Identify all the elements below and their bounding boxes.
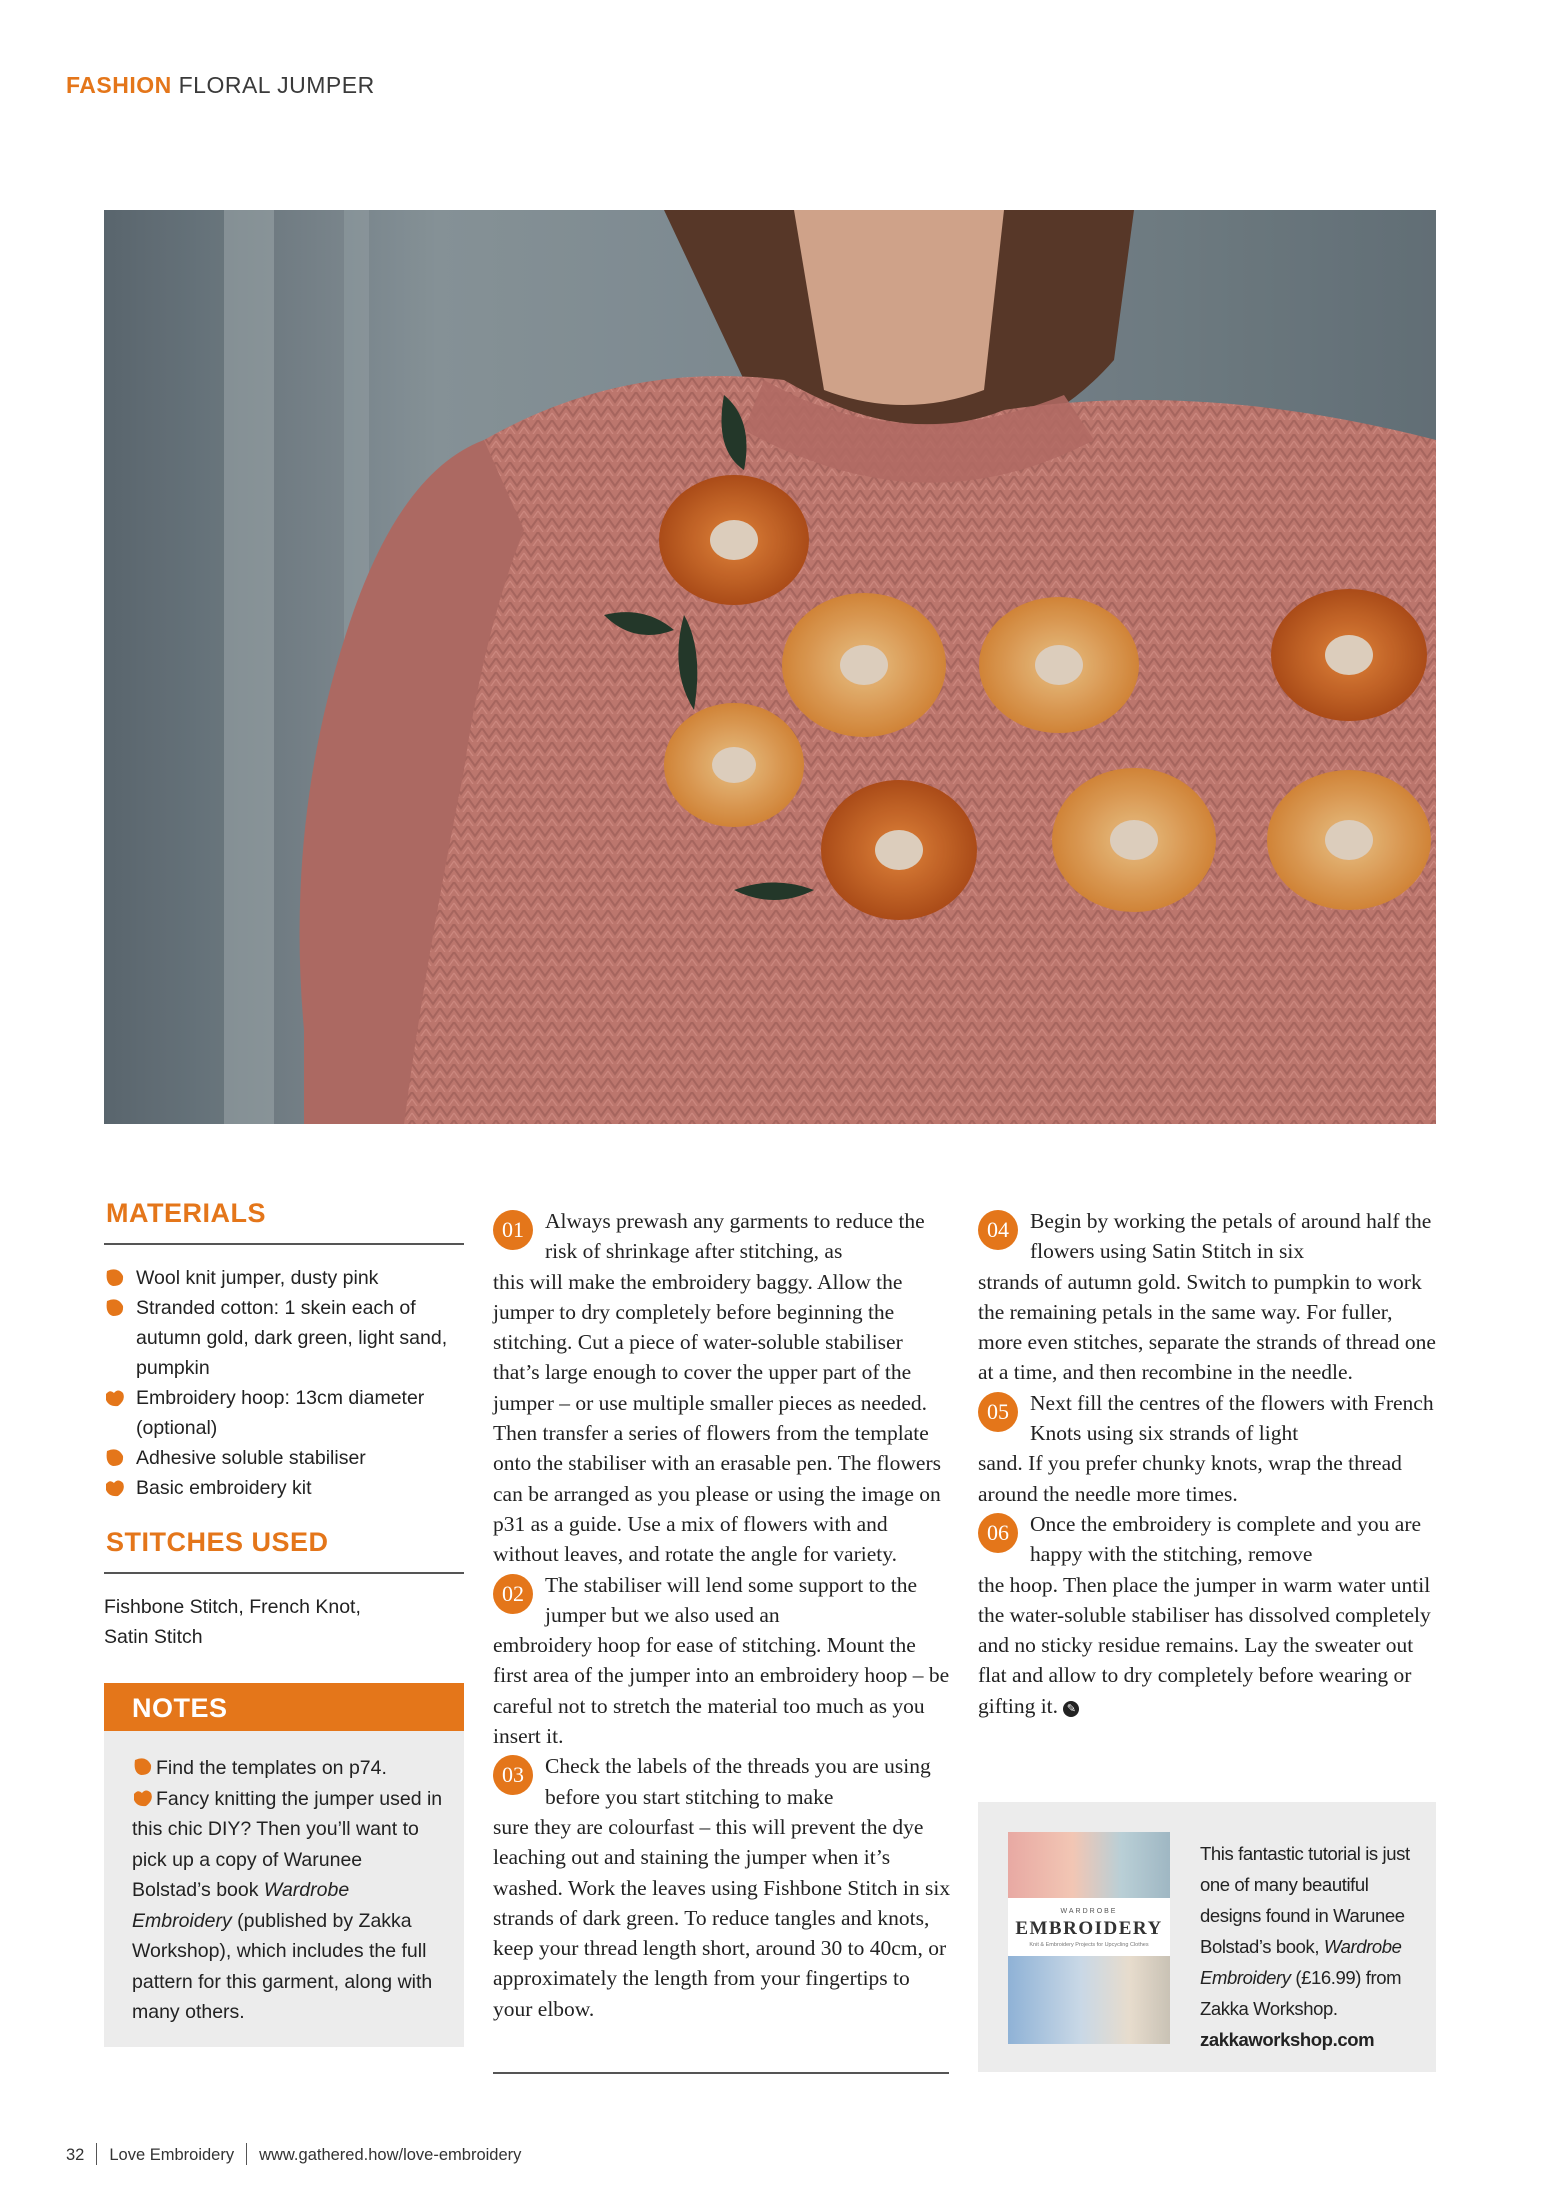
section-category: FASHION <box>66 72 172 98</box>
sweater-illustration <box>104 210 1436 1124</box>
list-item: Embroidery hoop: 13cm diameter (optional) <box>104 1383 464 1443</box>
step-06: 06 Once the embroidery is complete and you are happy with the stitching, remove the hoop. Then place the jumper in warm water until the water-soluble stabiliser has dissolved completely and no sticky residue remains. Lay the sweater out flat and allow to dry completely before wearing or gifting it. ✎ <box>978 1511 1431 1718</box>
list-item: Adhesive soluble stabiliser <box>104 1443 464 1473</box>
step-number-badge: 05 <box>978 1392 1018 1432</box>
notes-body <box>104 1731 464 2028</box>
step-03: 03 Check the labels of the threads you are using before you start stitching to make sure they are colourfast – this will prevent the dye leaching out and staining the jumper when it’s washed. Work the leaves using Fishbone Stitch in six strands of dark green. To reduce tangles and knots, keep your thread length short, around 30 to 40cm, or approximately the length from your fingertips to your elbow. <box>493 1754 951 2021</box>
divider <box>246 2143 247 2165</box>
end-mark-icon: ✎ <box>1063 1701 1079 1717</box>
flower-icon <box>132 1788 154 1808</box>
stitches-heading: STITCHES USED <box>106 1527 329 1557</box>
step-number-badge: 01 <box>493 1210 533 1250</box>
divider <box>96 2143 97 2165</box>
note-item: Find the templates on p74. <box>132 1753 444 1784</box>
list-item: Wool knit jumper, dusty pink <box>104 1263 464 1293</box>
notes-heading: NOTES <box>104 1683 464 1731</box>
page-header <box>66 72 375 99</box>
page-footer <box>66 2143 521 2165</box>
hero-photo <box>104 210 1436 1124</box>
thread-ball-icon <box>132 1757 154 1777</box>
divider <box>104 1243 464 1245</box>
divider <box>104 1572 464 1574</box>
step-number-badge: 04 <box>978 1210 1018 1250</box>
note-item: Fancy knitting the jumper used in this chic DIY? Then you’ll want to pick up a copy of Warunee Bolstad’s book Wardrobe Embroidery (published by Zakka Workshop), which includes the full pattern for this garment, along with many others. <box>132 1787 443 2023</box>
notes-box <box>104 1683 464 2047</box>
thread-ball-icon <box>104 1268 126 1288</box>
step-02: 02 The stabiliser will lend some support to the jumper but we also used an embroidery hoop for ease of stitching. Mount the first area of the jumper into an embroidery hoop – be careful not to stretch the material too much as you insert it. <box>493 1572 950 1749</box>
article-title: FLORAL JUMPER <box>178 72 375 98</box>
book-cover-image <box>1008 1956 1170 2044</box>
flower-icon <box>104 1388 126 1408</box>
thread-ball-icon <box>104 1298 126 1318</box>
step-05: 05 Next fill the centres of the flowers with French Knots using six strands of light sand. If you prefer chunky knots, wrap the thread around the needle more times. <box>978 1390 1434 1506</box>
book-promo <box>978 1802 1436 2072</box>
promo-text: This fantastic tutorial is just one of many beautiful designs found in Warunee Bolstad’s book, Wardrobe Embroidery (£16.99) from Zakka Workshop. zakkaworkshop.com <box>1200 1843 1410 2050</box>
instructions-column-1 <box>493 1206 953 2024</box>
page-number: 32 <box>66 2146 85 2164</box>
step-number-badge: 03 <box>493 1755 533 1795</box>
footer-url[interactable]: www.gathered.how/love-embroidery <box>259 2146 522 2164</box>
divider <box>493 2072 949 2074</box>
flower-icon <box>104 1478 126 1498</box>
list-item: Stranded cotton: 1 skein each of autumn gold, dark green, light sand, pumpkin <box>104 1293 464 1383</box>
step-number-badge: 06 <box>978 1513 1018 1553</box>
thread-ball-icon <box>104 1448 126 1468</box>
step-04: 04 Begin by working the petals of around half the flowers using Satin Stitch in six strands of autumn gold. Switch to pumpkin to work the remaining petals in the same way. For fuller, more even stitches, separate the strands of thread one at a time, and then recombine in the needle. <box>978 1209 1436 1385</box>
materials-heading: MATERIALS <box>106 1198 266 1228</box>
sidebar <box>104 1198 464 1652</box>
instructions-column-2 <box>978 1206 1438 1721</box>
magazine-name: Love Embroidery <box>109 2146 235 2164</box>
materials-list <box>104 1263 464 1503</box>
step-number-badge: 02 <box>493 1574 533 1614</box>
stitches-list: Fishbone Stitch, French Knot, Satin Stitch <box>104 1596 361 1648</box>
list-item: Basic embroidery kit <box>104 1473 464 1503</box>
promo-link[interactable]: zakkaworkshop.com <box>1200 2029 1375 2050</box>
step-01: 01 Always prewash any garments to reduce the risk of shrinkage after stitching, as this will make the embroidery baggy. Allow the jumper to dry completely before beginning the stitching. Cut a piece of water-soluble stabiliser that’s large enough to cover the upper part of the jumper – or use multiple smaller pieces as needed. Then transfer a series of flowers from the template onto the stabiliser with an erasable pen. The flowers can be arranged as you please or using the image on p31 as a guide. Use a mix of flowers with and without leaves, and rotate the angle for variety. <box>493 1209 941 1567</box>
book-cover-image <box>1008 1832 1170 1898</box>
book-cover: WARDROBE EMBROIDERY Knit & Embroidery Projects for Upcycling Clothes <box>1008 1832 1170 2044</box>
book-title: EMBROIDERY <box>1015 1918 1163 1939</box>
